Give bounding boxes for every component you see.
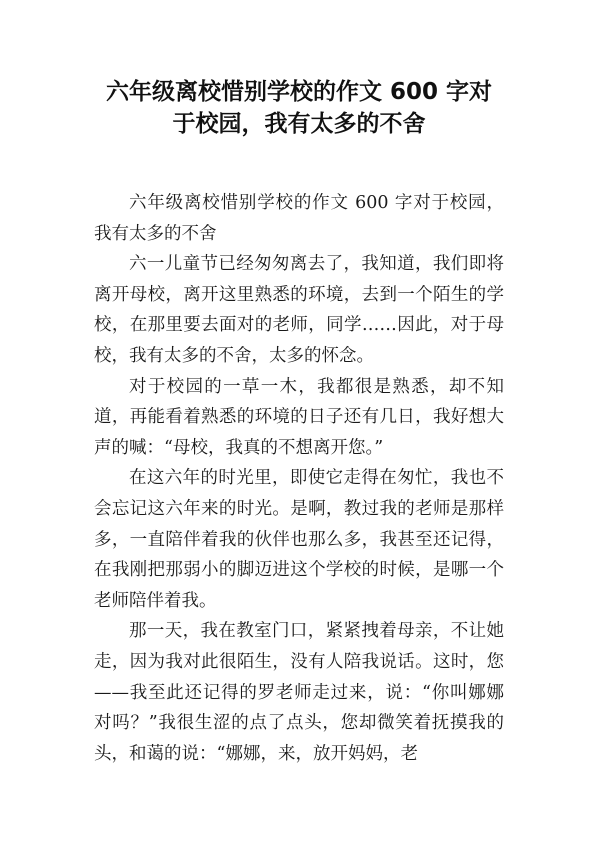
paragraph-3: 对于校园的一草一木，我都很是熟悉，却不知道，再能看着熟悉的环境的日子还有几日，我好想大声的喊：“母校，我真的不想离开您。” bbox=[94, 376, 504, 458]
title-line-1: 六年级离校惜别学校的作文 600 字对 bbox=[105, 79, 493, 105]
title-line-2: 于校园，我有太多的不舍 bbox=[172, 111, 426, 137]
document-title bbox=[94, 76, 504, 140]
paragraph-2: 六一儿童节已经匆匆离去了，我知道，我们即将离开母校，离开这里熟悉的环境，去到一个陌生的学校，在那里要去面对的老师，同学……因此，对于母校，我有太多的不舍，太多的怀念。 bbox=[94, 254, 504, 366]
paragraph-4: 在这六年的时光里，即使它走得在匆忙，我也不会忘记这六年来的时光。是啊，教过我的老师是那样多，一直陪伴着我的伙伴也那么多，我甚至还记得，在我刚把那弱小的脚迈进这个学校的时候，是哪一个老师陪伴着我。 bbox=[94, 468, 504, 611]
paragraph-5: 那一天，我在教室门口，紧紧拽着母亲，不让她走，因为我对此很陌生，没有人陪我说话。这时，您——我至此还记得的罗老师走过来，说：“你叫娜娜对吗？”我很生涩的点了点头，您却微笑着抚摸我的头，和蔼的说：“娜娜，来，放开妈妈，老 bbox=[94, 621, 504, 764]
document-body bbox=[94, 188, 504, 769]
paragraph-1: 六年级离校惜别学校的作文 600 字对于校园，我有太多的不舍 bbox=[94, 193, 504, 244]
